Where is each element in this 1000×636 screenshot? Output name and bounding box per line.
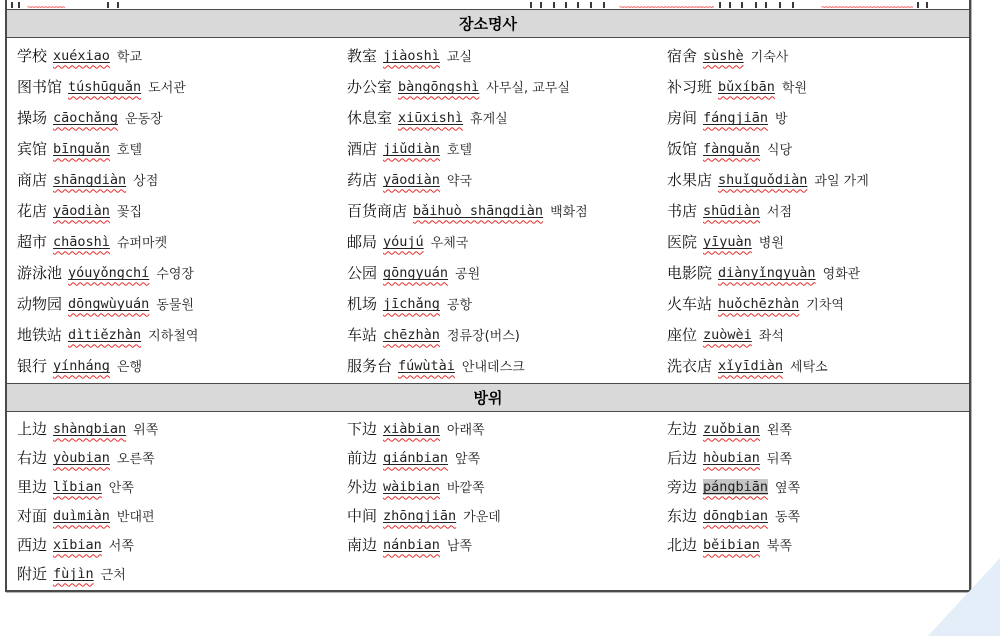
pinyin-text: yóuyǒngchí (68, 264, 150, 281)
hanzi-text: 地铁站 (17, 326, 63, 344)
hanzi-text: 医院 (667, 233, 698, 251)
korean-text: 북쪽 (766, 539, 793, 554)
korean-text: 근처 (100, 568, 126, 583)
squiggle-fragment (619, 3, 714, 9)
vocab-item (667, 195, 969, 226)
korean-text: 휴게실 (470, 112, 508, 127)
pinyin-text: shūdiàn (703, 202, 760, 219)
vocab-item (17, 257, 347, 288)
korean-text: 방 (775, 112, 788, 127)
pinyin-text: cāochǎng (53, 109, 119, 126)
hanzi-text: 旁边 (667, 478, 698, 496)
hanzi-text: 前边 (347, 449, 378, 467)
vocab-item (17, 559, 347, 588)
hanzi-text: 商店 (17, 171, 48, 189)
hanzi-text: 休息室 (347, 109, 393, 127)
vocab-item (667, 319, 969, 350)
hanzi-text: 动物园 (17, 295, 63, 313)
korean-text: 반대편 (116, 510, 155, 525)
hanzi-text: 服务台 (347, 357, 393, 375)
hanzi-text: 宾馆 (17, 140, 48, 158)
vocab-item (17, 133, 347, 164)
hanzi-text: 书店 (667, 202, 698, 220)
pinyin-text: shāngdiàn (53, 171, 127, 188)
pinyin-text: dōngwùyuán (68, 295, 150, 312)
korean-text: 공항 (446, 298, 473, 313)
korean-text: 수영장 (156, 267, 194, 282)
hanzi-text: 操场 (17, 109, 48, 127)
section-header-place-nouns (7, 9, 969, 38)
hanzi-text: 银行 (17, 357, 48, 375)
vocab-item (17, 71, 347, 102)
vocab-item (667, 133, 969, 164)
clipped-row (7, 0, 969, 9)
korean-text: 아래쪽 (446, 423, 485, 438)
hanzi-text: 宿舍 (667, 47, 698, 65)
korean-text: 사무실, 교무실 (486, 81, 570, 96)
vocab-item (347, 414, 667, 443)
korean-text: 호텔 (116, 143, 143, 158)
pinyin-text: nánbian (383, 536, 440, 553)
korean-text: 과일 가게 (814, 174, 869, 189)
vocab-item (347, 530, 667, 559)
hanzi-text: 水果店 (667, 171, 713, 189)
hanzi-text: 中间 (347, 507, 378, 525)
korean-text: 지하철역 (148, 329, 199, 344)
korean-text: 위쪽 (133, 423, 159, 438)
korean-text: 슈퍼마켓 (116, 236, 168, 251)
pinyin-text: chēzhàn (383, 326, 440, 343)
vocab-item (667, 501, 969, 530)
korean-text: 동쪽 (775, 510, 801, 525)
vocab-item (17, 102, 347, 133)
vocab-item (667, 350, 969, 381)
vocab-item (667, 472, 969, 501)
hanzi-text: 后边 (667, 449, 698, 467)
pinyin-text: fángjiān (703, 109, 769, 126)
vocab-item (667, 414, 969, 443)
korean-text: 가운데 (463, 510, 501, 525)
pinyin-text: chāoshì (53, 233, 110, 250)
hanzi-text: 饭馆 (667, 140, 698, 158)
korean-text: 기차역 (806, 298, 844, 313)
pinyin-text: gōngyuán (383, 264, 449, 281)
korean-text: 옆쪽 (775, 481, 801, 496)
hanzi-text: 公园 (347, 264, 378, 282)
korean-text: 은행 (116, 360, 143, 375)
vocab-item (347, 319, 667, 350)
hanzi-text: 北边 (667, 536, 698, 554)
vocab-item (17, 226, 347, 257)
vocab-item (347, 164, 667, 195)
pinyin-text: jiàoshì (383, 47, 440, 64)
korean-text: 서쪽 (108, 539, 134, 554)
hanzi-text: 火车站 (667, 295, 713, 313)
korean-text: 병원 (758, 236, 784, 251)
hanzi-text: 对面 (17, 507, 48, 525)
vocab-item (667, 288, 969, 319)
korean-text: 공원 (455, 267, 481, 282)
korean-text: 약국 (446, 174, 473, 189)
vocab-item (17, 414, 347, 443)
vocab-item (17, 501, 347, 530)
korean-text: 안쪽 (108, 481, 134, 496)
pinyin-text: yóujú (383, 233, 424, 250)
korean-text: 상점 (133, 174, 159, 189)
korean-text: 좌석 (758, 329, 784, 344)
pinyin-text: bǔxíbān (718, 78, 775, 95)
hanzi-text: 西边 (17, 536, 48, 554)
pinyin-text: diànyǐngyuàn (718, 264, 816, 281)
hanzi-text: 超市 (17, 233, 48, 251)
pinyin-text: duìmiàn (53, 507, 110, 524)
vocab-item (17, 40, 347, 71)
vocabulary-table (5, 0, 971, 592)
vocab-item (347, 257, 667, 288)
korean-text: 왼쪽 (766, 423, 793, 438)
section-title: 방위 (473, 389, 503, 407)
pinyin-text: wàibian (383, 478, 440, 495)
vocab-item (17, 164, 347, 195)
korean-text: 학원 (781, 81, 808, 96)
korean-text: 백화점 (550, 205, 588, 220)
korean-text: 동물원 (156, 298, 194, 313)
pinyin-text: dìtiězhàn (68, 326, 142, 343)
pinyin-text: qiánbian (383, 449, 449, 466)
vocab-item (667, 71, 969, 102)
pinyin-text-highlighted: pángbiān (703, 478, 769, 495)
hanzi-text: 右边 (17, 449, 48, 467)
pinyin-text: xǐyīdiàn (718, 357, 784, 374)
korean-text: 앞쪽 (455, 452, 481, 467)
korean-text: 교실 (446, 50, 473, 65)
vocab-item (347, 288, 667, 319)
vocab-item (17, 350, 347, 381)
korean-text: 바깥쪽 (446, 481, 485, 496)
pinyin-text: bǎihuò shāngdiàn (413, 202, 544, 219)
korean-text: 남쪽 (446, 539, 473, 554)
vocab-item (667, 40, 969, 71)
hanzi-text: 补习班 (667, 78, 713, 96)
hanzi-text: 外边 (347, 478, 378, 496)
pinyin-text: jiǔdiàn (383, 140, 440, 157)
pinyin-text: shuǐguǒdiàn (718, 171, 808, 188)
vocab-item (667, 164, 969, 195)
pinyin-text: jīchǎng (383, 295, 440, 312)
hanzi-text: 里边 (17, 478, 48, 496)
korean-text: 꽃집 (116, 205, 143, 220)
korean-text: 오른쪽 (116, 452, 155, 467)
hanzi-text: 座位 (667, 326, 698, 344)
pinyin-text: huǒchēzhàn (718, 295, 800, 312)
pinyin-text: zuǒbian (703, 420, 760, 437)
korean-text: 영화관 (822, 267, 861, 282)
pinyin-text: xiūxishì (398, 109, 464, 126)
vocab-item (347, 195, 667, 226)
korean-text: 호텔 (446, 143, 473, 158)
pinyin-text: yínháng (53, 357, 110, 374)
vocab-item (17, 195, 347, 226)
pinyin-text: yāodiàn (53, 202, 110, 219)
page-corner-decoration (928, 558, 1000, 636)
vocab-item (667, 226, 969, 257)
pinyin-text: zuòwèi (703, 326, 752, 343)
hanzi-text: 房间 (667, 109, 698, 127)
pinyin-text: yòubian (53, 449, 110, 466)
pinyin-text: fúwùtài (398, 357, 455, 374)
section-title: 장소명사 (459, 15, 517, 33)
vocab-grid-directions (7, 412, 969, 590)
korean-text: 정류장(버스) (446, 329, 520, 344)
pinyin-text: xuéxiao (53, 47, 110, 64)
hanzi-text: 邮局 (347, 233, 378, 251)
vocab-item (347, 501, 667, 530)
vocab-item (347, 102, 667, 133)
hanzi-text: 上边 (17, 420, 48, 438)
pinyin-text: shàngbian (53, 420, 127, 437)
hanzi-text: 花店 (17, 202, 48, 220)
hanzi-text: 百货商店 (347, 202, 408, 220)
vocab-item (667, 102, 969, 133)
hanzi-text: 附近 (17, 565, 48, 583)
korean-text: 학교 (116, 50, 143, 65)
pinyin-text: yāodiàn (383, 171, 440, 188)
vocab-item (17, 530, 347, 559)
vocab-item (347, 40, 667, 71)
hanzi-text: 游泳池 (17, 264, 63, 282)
vocab-item (347, 443, 667, 472)
pinyin-text: xībian (53, 536, 102, 553)
korean-text: 세탁소 (790, 360, 828, 375)
pinyin-text: yīyuàn (703, 233, 752, 250)
vocab-item (667, 443, 969, 472)
vocab-item (347, 71, 667, 102)
pinyin-text: xiàbian (383, 420, 440, 437)
hanzi-text: 酒店 (347, 140, 378, 158)
vocab-item (17, 443, 347, 472)
vocab-item (17, 319, 347, 350)
pinyin-text: sùshè (703, 47, 744, 64)
pinyin-text: fànguǎn (703, 140, 760, 157)
vocab-item (347, 226, 667, 257)
vocab-item (17, 288, 347, 319)
vocab-item (347, 133, 667, 164)
vocab-item (667, 257, 969, 288)
hanzi-text: 左边 (667, 420, 698, 438)
pinyin-text: fùjìn (53, 565, 94, 582)
hanzi-text: 教室 (347, 47, 378, 65)
vocab-item (347, 472, 667, 501)
hanzi-text: 车站 (347, 326, 378, 344)
korean-text: 서점 (766, 205, 793, 220)
vocab-item (17, 472, 347, 501)
pinyin-text: bīnguǎn (53, 140, 110, 157)
korean-text: 기숙사 (750, 50, 789, 65)
hanzi-text: 图书馆 (17, 78, 63, 96)
hanzi-text: 办公室 (347, 78, 393, 96)
pinyin-text: túshūguǎn (68, 78, 142, 95)
hanzi-text: 下边 (347, 420, 378, 438)
korean-text: 안내데스크 (461, 360, 525, 375)
pinyin-text: bàngōngshì (398, 78, 480, 95)
hanzi-text: 南边 (347, 536, 378, 554)
korean-text: 도서관 (148, 81, 186, 96)
korean-text: 식당 (766, 143, 793, 158)
section-header-directions (7, 383, 969, 412)
pinyin-text: hòubian (703, 449, 760, 466)
squiggle-fragment (27, 3, 65, 9)
pinyin-text: běibian (703, 536, 760, 553)
vocab-item (667, 530, 969, 559)
vocab-item (347, 350, 667, 381)
hanzi-text: 学校 (17, 47, 48, 65)
squiggle-fragment (821, 3, 913, 9)
pinyin-text: dōngbian (703, 507, 769, 524)
korean-text: 운동장 (125, 112, 163, 127)
pinyin-text: lǐbian (53, 478, 102, 495)
vocab-grid-place-nouns (7, 38, 969, 383)
hanzi-text: 电影院 (667, 264, 713, 282)
hanzi-text: 药店 (347, 171, 378, 189)
hanzi-text: 洗衣店 (667, 357, 713, 375)
pinyin-text: zhōngjiān (383, 507, 457, 524)
hanzi-text: 机场 (347, 295, 378, 313)
korean-text: 우체국 (430, 236, 469, 251)
korean-text: 뒤쪽 (766, 452, 793, 467)
hanzi-text: 东边 (667, 507, 698, 525)
